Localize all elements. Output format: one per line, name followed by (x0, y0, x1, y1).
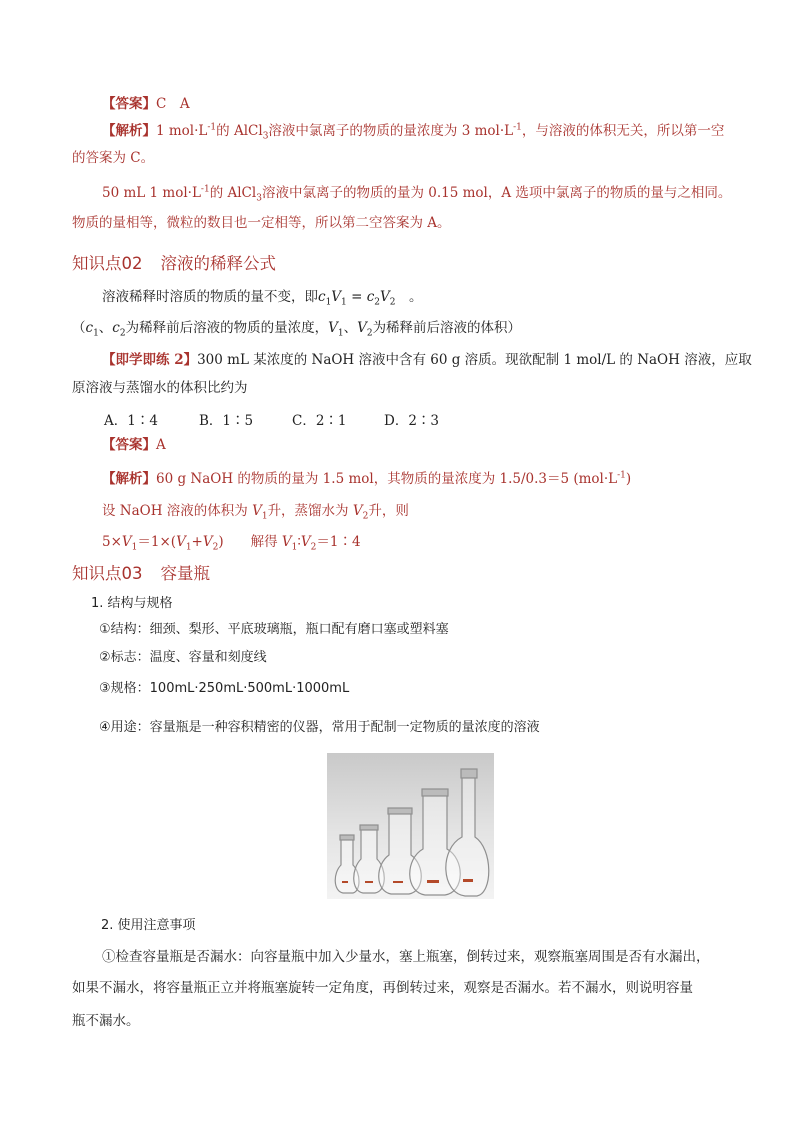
subscript: 1 (291, 542, 298, 553)
analysis-line-1 (102, 122, 724, 140)
analysis-text: 设 NaOH 溶液的体积为 (102, 503, 253, 519)
note-text: （ (72, 320, 86, 336)
section-title: 溶液的稀释公式 (160, 254, 276, 273)
var: V (300, 534, 311, 550)
option-a: A．1∶4 (104, 413, 158, 429)
var: c (366, 289, 375, 305)
practice-answer (102, 436, 166, 454)
answer-line (102, 95, 190, 113)
superscript: -1 (617, 470, 626, 481)
dilution-rule (102, 288, 422, 306)
rule-text: 溶液稀释时溶质的物质的量不变，即 (102, 289, 318, 305)
analysis-text: 5× (102, 534, 122, 550)
var: V (328, 320, 338, 336)
subsection-structure: 1. 结构与规格 (91, 596, 173, 611)
note-text: 为稀释前后溶液的体积） (372, 320, 522, 336)
flask-item-specs: ③规格：100mL·250mL·500mL·1000mL (99, 681, 350, 696)
analysis-text: ，与溶液的体积无关，所以第一空 (521, 123, 725, 139)
var: c (112, 320, 120, 336)
rule-end: 。 (395, 289, 423, 305)
note-text: 、 (98, 320, 113, 336)
flask-item-structure: ①结构：细颈、梨形、平底玻璃瓶，瓶口配有磨口塞或塑料塞 (99, 622, 449, 637)
equals: = (346, 289, 367, 305)
analysis-line-4: 物质的量相等，微粒的数目也一定相等，所以第二空答案为 A。 (72, 215, 451, 231)
option-c: C．2∶1 (292, 413, 347, 429)
var: V (176, 534, 186, 550)
note-text: 、 (343, 320, 358, 336)
var: V (352, 503, 363, 519)
subscript: 1 (261, 511, 268, 522)
answer-value: A (156, 437, 166, 453)
subscript: 2 (119, 328, 126, 339)
section-number: 知识点03 (72, 564, 143, 583)
subscript: 3 (262, 131, 269, 142)
analysis-text: 溶液中氯离子的物质的量为 0.15 mol，A 选项中氯离子的物质的量与之相同。 (261, 185, 732, 201)
subscript: 1 (185, 542, 192, 553)
var: V (331, 289, 342, 305)
subsection-usage: 2. 使用注意事项 (101, 918, 196, 933)
practice-label: 【即学即练 2】 (102, 352, 198, 368)
subscript: 2 (366, 328, 373, 339)
section-heading-02 (72, 250, 276, 274)
subscript: 1 (325, 297, 332, 308)
section-heading-03 (72, 560, 210, 584)
analysis-text: 的 AlCl (216, 123, 263, 139)
subscript: 2 (362, 511, 369, 522)
analysis-text: ∶ (297, 534, 301, 550)
analysis-label: 【解析】 (102, 471, 156, 487)
usage-line-2: 如果不漏水，将容量瓶正立并将瓶塞旋转一定角度，再倒转过来，观察是否漏水。若不漏水，则说明容量 (72, 980, 693, 996)
subscript: 3 (256, 193, 262, 204)
subscript: 2 (389, 297, 396, 308)
practice-question-line-2: 原溶液与蒸馏水的体积比约为 (72, 380, 248, 396)
flasks-illustration (327, 753, 494, 899)
analysis-text: ) (625, 471, 632, 487)
analysis-text: + (191, 534, 203, 550)
flask-item-marks: ②标志：温度、容量和刻度线 (99, 650, 267, 665)
var: V (281, 534, 292, 550)
volumetric-flasks-photo (327, 753, 494, 899)
analysis-text: ＝1×( (137, 534, 177, 550)
analysis-text: 升，则 (368, 503, 409, 519)
analysis-text: 60 g NaOH 的物质的量为 1.5 mol，其物质的量浓度为 1.5/0.3＝5 (mol·L (156, 471, 618, 487)
analysis-text: 50 mL 1 mol·L (102, 185, 201, 201)
superscript: -1 (513, 122, 522, 133)
subscript: 2 (374, 297, 380, 308)
var: c (85, 320, 94, 336)
analysis-text: ＝1∶4 (316, 534, 361, 550)
option-d: D．2∶3 (384, 413, 440, 429)
subscript: 1 (131, 542, 138, 553)
subscript: 2 (310, 542, 317, 553)
practice-analysis-line-1 (102, 470, 631, 488)
analysis-text: 的 AlCl (209, 185, 257, 201)
usage-line-3: 瓶不漏水。 (72, 1013, 140, 1029)
subscript: 1 (341, 297, 347, 308)
subscript: 2 (212, 542, 219, 553)
superscript: -1 (207, 122, 217, 133)
dilution-note (72, 319, 521, 337)
section-number: 知识点02 (72, 254, 143, 273)
var: V (357, 320, 367, 336)
var: c (318, 289, 326, 305)
option-b: B．1∶5 (199, 413, 254, 429)
flask-item-usage: ④用途：容量瓶是一种容积精密的仪器，常用于配制一定物质的量浓度的溶液 (99, 720, 540, 735)
var: V (202, 534, 213, 550)
practice-text: 300 mL 某浓度的 NaOH 溶液中含有 60 g 溶质。现欲配制 1 mol/L 的 NaOH 溶液，应取 (197, 352, 752, 368)
var: V (252, 503, 262, 519)
practice-analysis-line-3 (102, 533, 361, 551)
analysis-text: 升，蒸馏水为 (267, 503, 353, 519)
var: V (379, 289, 390, 305)
analysis-label: 【解析】 (102, 123, 156, 139)
usage-line-1: ①检查容量瓶是否漏水：向容量瓶中加入少量水，塞上瓶塞，倒转过来，观察瓶塞周围是否有水漏出， (102, 949, 710, 965)
analysis-text: 1 mol·L (156, 123, 208, 139)
note-text: 为稀释前后溶液的物质的量浓度， (125, 320, 329, 336)
superscript: -1 (200, 184, 210, 195)
subscript: 1 (93, 328, 99, 339)
analysis-line-2: 的答案为 C。 (72, 150, 155, 166)
answer-label: 【答案】 (102, 437, 156, 453)
practice-analysis-line-2 (102, 502, 409, 520)
var: V (121, 534, 132, 550)
practice-question-line-1 (102, 351, 752, 369)
answer-label: 【答案】 (102, 96, 156, 112)
answer-value: C A (156, 96, 190, 112)
analysis-text: 溶液中氯离子的物质的量浓度为 3 mol·L (268, 123, 514, 139)
analysis-line-3 (102, 184, 731, 202)
analysis-text: ) 解得 (218, 534, 282, 550)
section-title: 容量瓶 (160, 564, 210, 583)
subscript: 1 (337, 328, 344, 339)
